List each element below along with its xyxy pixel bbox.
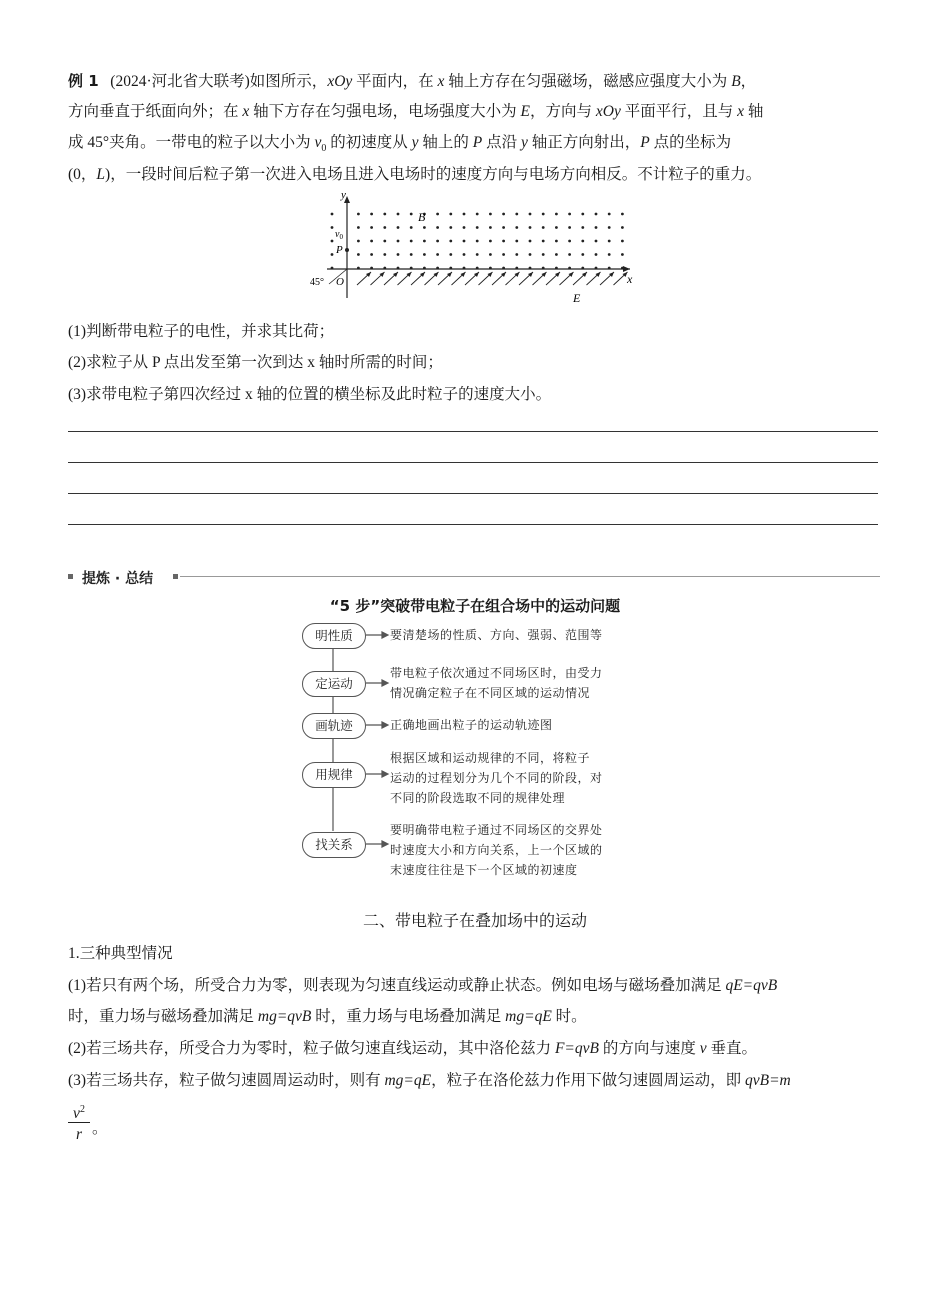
field-dot [595,226,598,229]
field-dot [410,226,413,229]
v-sub: 0 [339,233,343,241]
flow-arrowhead [382,632,388,638]
field-dot [568,253,571,256]
example-line-2 [68,101,763,123]
field-dot [595,240,598,243]
text: (0， [68,166,97,183]
field-dot [397,240,400,243]
step-node: 用规律 [302,762,366,788]
field-dot [529,253,532,256]
O-label: O [336,276,344,288]
text: (1)若只有两个场，所受合力为零，则表现为匀速直线运动或静止状态。例如电场与磁场叠加满足 [68,977,726,994]
field-dot [542,213,545,216]
text: 成 45°夹角。一带电的粒子以大小为 [68,134,315,151]
electric-field-arrows [357,272,628,285]
answer-line [68,462,878,463]
field-dot [383,240,386,243]
B-label: B [418,210,426,224]
math-eq: qvB=m [744,1072,791,1089]
math-var: xOy [327,73,353,90]
example-line-4 [68,164,761,186]
field-dot [357,213,360,216]
field-dot [489,253,492,256]
text: 轴下方存在匀强电场，电场强度大小为 [249,103,521,120]
field-dot [555,253,558,256]
question-3: (3)求带电粒子第四次经过 x 轴的位置的横坐标及此时粒子的速度大小。 [68,386,552,403]
field-dot [489,226,492,229]
field-dot [449,213,452,216]
field-dot [410,253,413,256]
step-node: 明性质 [302,623,366,649]
text: 垂直。 [706,1040,758,1057]
text: ， [740,73,757,90]
field-dot [397,213,400,216]
text: 的初速度从 [326,134,412,151]
math-eq: mg=qE [505,1008,552,1025]
math-var: B [731,73,741,90]
field-dot [436,226,439,229]
field-dot [555,240,558,243]
math-var: E [520,103,531,120]
field-dot [542,240,545,243]
step-desc [390,748,603,808]
field-dot [449,253,452,256]
field-dot [423,253,426,256]
answer-line [68,524,878,525]
text: ，方向与 [530,103,596,120]
field-dot [608,226,611,229]
desc-line: 正确地画出粒子的运动轨迹图 [390,718,553,732]
field-dot [502,213,505,216]
math-eq: qE=qvB [725,977,778,994]
field-dot [621,253,624,256]
para-3-end: 。 [92,1120,108,1137]
text: 的方向与速度 [598,1040,700,1057]
para-1-line-1 [68,975,777,997]
flow-arrowhead [382,722,388,728]
field-dot [423,240,426,243]
field-dot [476,253,479,256]
step-node: 定运动 [302,671,366,697]
field-dot [515,253,518,256]
field-dot [449,240,452,243]
text: (2)若三场共存，所受合力为零时，粒子做匀速直线运动，其中洛伦兹力 [68,1040,555,1057]
field-dot [502,226,505,229]
angle-label: 45° [310,277,324,288]
field-dot [581,240,584,243]
E-label: E [573,291,581,305]
field-dot [621,240,624,243]
field-dot [529,213,532,216]
text: (3)若三场共存，粒子做匀速圆周运动时，则有 [68,1072,385,1089]
field-dot [370,226,373,229]
fraction-denominator: r [75,1126,83,1143]
field-dot [595,213,598,216]
field-dot [463,226,466,229]
summary-label: 提炼 · 总结 [82,571,154,587]
field-dot [410,213,413,216]
text: ，粒子在洛伦兹力作用下做匀速圆周运动，即 [431,1072,745,1089]
field-dot [515,240,518,243]
field-dot [621,226,624,229]
y-label: y [341,192,346,201]
summary-divider [180,576,880,577]
para-1-line-2 [68,1006,587,1028]
text: 时，重力场与电场叠加满足 [311,1008,506,1025]
text: 方向垂直于纸面向外；在 [68,103,243,120]
text: 时，重力场与磁场叠加满足 [68,1008,258,1025]
P-label: P [336,244,343,256]
step-node: 画轨迹 [302,713,366,739]
example-line-1 [68,70,756,93]
text: )，一段时间后粒子第一次进入电场且进入电场时的速度方向与电场方向相反。不计粒子的重力。 [105,166,762,183]
step-desc [390,625,603,645]
math-var: y [411,134,419,151]
math-var: v [314,134,322,151]
desc-line: 要明确带电粒子通过不同场区的交界处 [390,823,603,837]
field-dot [542,253,545,256]
section-subtitle: 1.三种典型情况 [68,945,173,962]
math-eq: mg=qvB [257,1008,312,1025]
math-eq: mg=qE [384,1072,432,1089]
magnetic-field-dots [331,213,624,270]
example-line-3 [68,132,731,160]
math-var: P [472,134,483,151]
flowchart-title: “5 步”突破带电粒子在组合场中的运动问题 [329,597,621,615]
field-dot [331,253,334,256]
field-dot [489,213,492,216]
flow-arrowhead [382,771,388,777]
fraction-numerator [68,1098,90,1123]
field-dot [397,253,400,256]
field-dot [423,226,426,229]
desc-line: 情况确定粒子在不同区域的运动情况 [390,686,591,700]
field-dot [542,226,545,229]
summary-header [68,568,880,586]
field-dot [331,226,334,229]
field-dot [515,213,518,216]
x-label: x [627,272,633,286]
field-dot [555,213,558,216]
math-eq: F=qvB [554,1040,599,1057]
field-dot [436,213,439,216]
step-node: 找关系 [302,832,366,858]
field-dot [370,213,373,216]
para-3 [68,1070,791,1092]
flow-arrowhead [382,841,388,847]
field-dot [463,213,466,216]
field-dot [568,213,571,216]
math-var: P [640,134,650,151]
v-label: v [335,229,340,240]
section-title: 二、带电粒子在叠加场中的运动 [362,911,587,930]
desc-line: 末速度往往是下一个区域的初速度 [390,863,578,877]
field-dot [357,253,360,256]
field-dot [581,253,584,256]
field-dot [608,253,611,256]
question-2: (2)求粒子从 P 点出发至第一次到达 x 轴时所需的时间； [68,354,443,371]
field-dot [436,240,439,243]
answer-line [68,431,878,432]
field-dot [529,226,532,229]
bullet-square [68,574,73,579]
field-dot [357,226,360,229]
desc-line: 不同的阶段选取不同的规律处理 [390,791,566,805]
desc-line: 时速度大小和方向关系，上一个区域的 [390,843,603,857]
text: 时。 [551,1008,587,1025]
field-dot [568,240,571,243]
answer-line [68,493,878,494]
math-var: y [521,134,528,151]
example-label: 例 1 [68,72,99,90]
math-var: L [96,166,106,183]
math-var: x [737,103,745,120]
text: 轴 [744,103,764,120]
field-dot [529,240,532,243]
exponent: 2 [79,1104,85,1115]
field-dot [383,253,386,256]
field-dot [489,240,492,243]
field-dot [502,240,505,243]
field-dot [463,240,466,243]
point-P [345,248,349,252]
field-dot [595,253,598,256]
field-dot [476,240,479,243]
field-dot [581,226,584,229]
desc-line: 根据区域和运动规律的不同，将粒子 [390,751,591,765]
v0-label [335,229,343,241]
field-dot [383,226,386,229]
math-var: xOy [595,103,621,120]
desc-line: 带电粒子依次通过不同场区时，由受力 [390,666,603,680]
field-dot [397,226,400,229]
text: 点沿 [482,134,521,151]
text: 点的坐标为 [649,134,732,151]
field-dot [331,213,334,216]
text: 轴正方向射出， [527,134,641,151]
subscript: 0 [321,143,327,155]
fraction [68,1098,90,1145]
step-desc [390,820,603,880]
field-dot [370,240,373,243]
field-dot [555,226,558,229]
text: 平面平行，且与 [620,103,738,120]
field-dot [581,213,584,216]
field-dot [436,253,439,256]
flow-arrowhead [382,680,388,686]
field-dot [621,213,624,216]
field-dot [331,240,334,243]
field-dot [608,240,611,243]
field-dot [476,213,479,216]
step-desc [390,663,603,703]
bullet-square [173,574,178,579]
text: 轴上的 [418,134,473,151]
field-figure [305,192,645,307]
question-1: (1)判断带电粒子的电性，并求其比荷； [68,323,335,340]
field-dot [410,240,413,243]
step-desc [390,715,553,735]
math-var: v [699,1040,707,1057]
example-source: (2024·河北省大联考) [110,73,250,90]
field-dot [370,253,373,256]
field-dot [568,226,571,229]
field-dot [463,253,466,256]
field-dot [449,226,452,229]
desc-line: 要清楚场的性质、方向、强弱、范围等 [390,628,603,642]
field-dot [383,213,386,216]
field-dot [515,226,518,229]
field-dot [476,226,479,229]
text: 如图所示， [249,73,328,90]
text: 平面内，在 [352,73,438,90]
text: 轴上方存在匀强磁场，磁感应强度大小为 [444,73,732,90]
math-var: x [242,103,250,120]
field-dot [608,213,611,216]
para-2 [68,1038,757,1060]
desc-line: 运动的过程划分为几个不同的阶段，对 [390,771,603,785]
field-dot [357,240,360,243]
numerator-var: v [73,1105,80,1123]
math-var: x [437,73,445,90]
field-dot [502,253,505,256]
